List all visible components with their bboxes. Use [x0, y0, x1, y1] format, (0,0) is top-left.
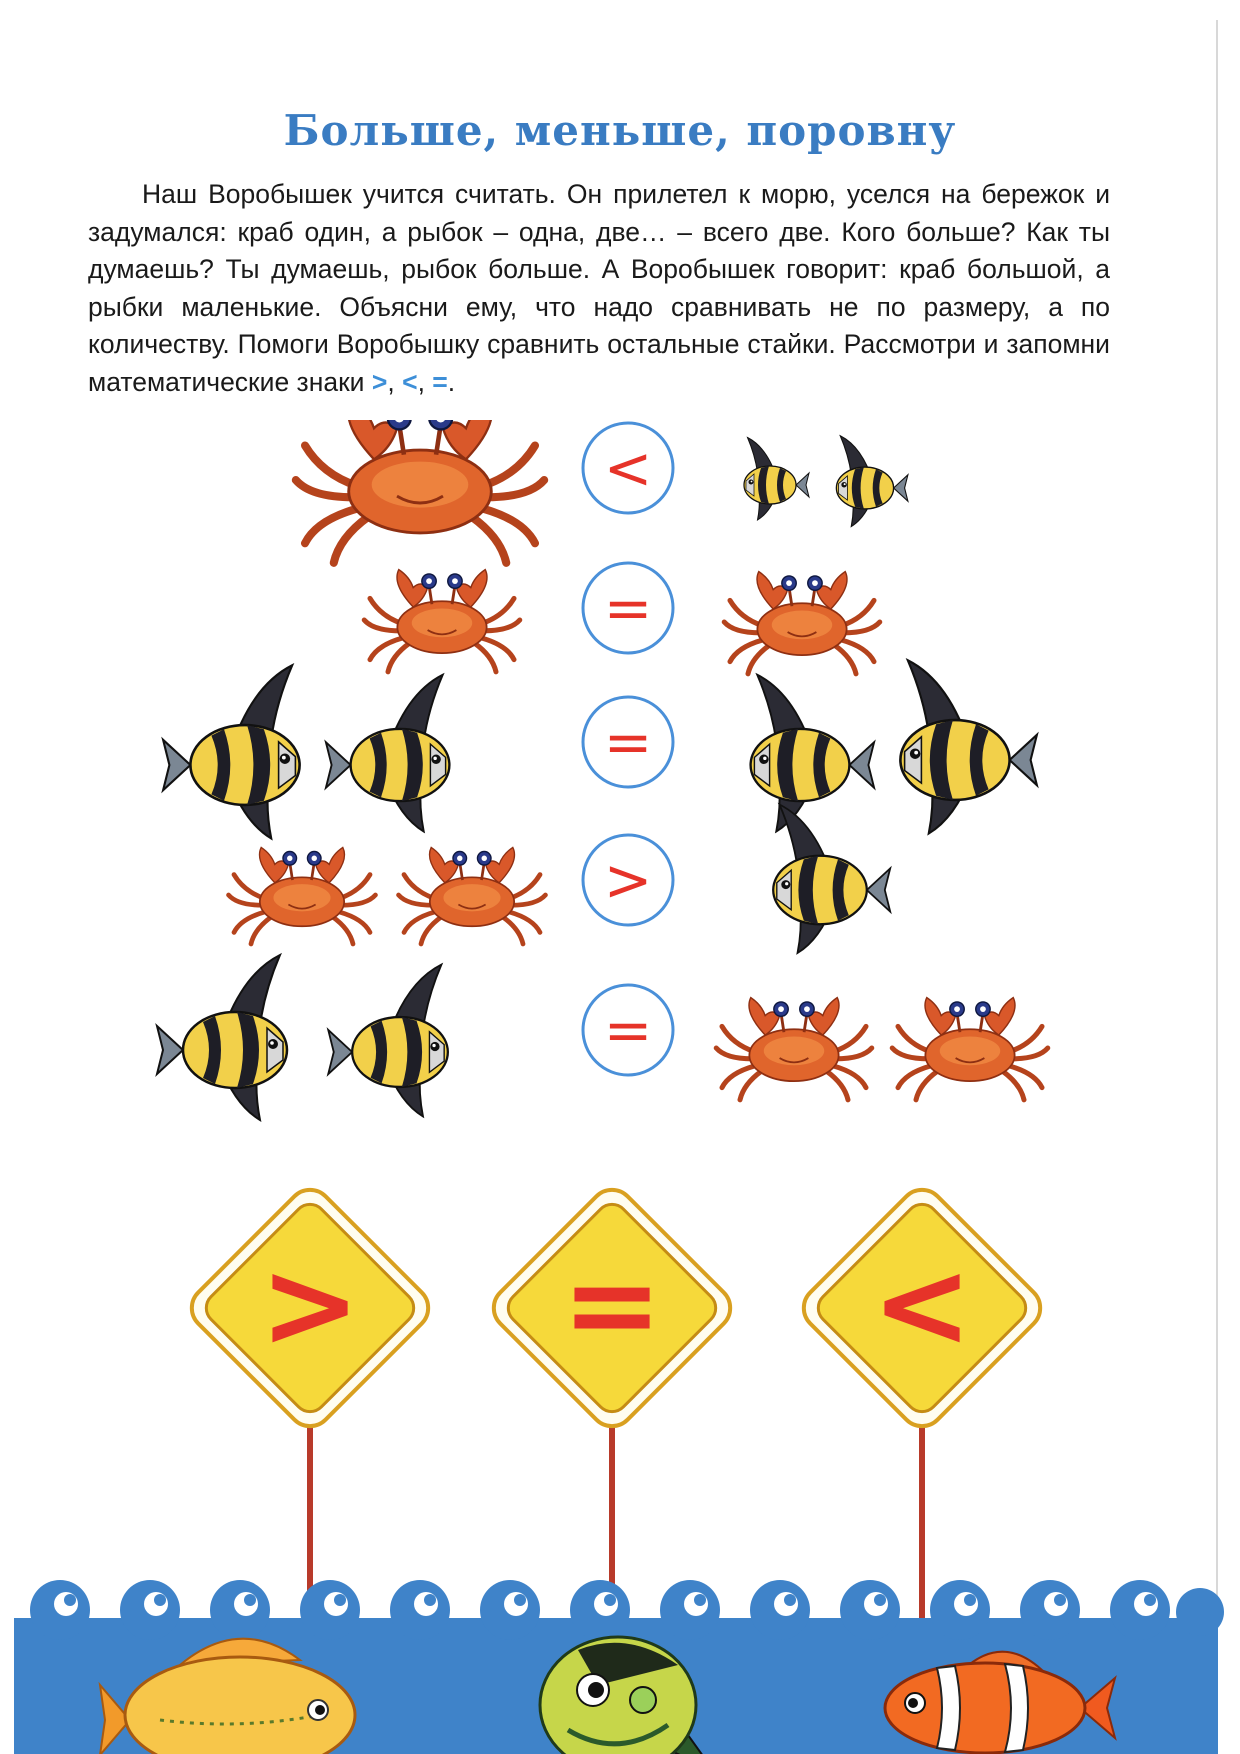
crab-icon — [364, 570, 520, 672]
story-paragraph — [88, 176, 1110, 401]
comparison-scene — [0, 420, 1240, 1754]
crab-icon — [229, 847, 376, 944]
symbol-separator: , — [387, 366, 403, 397]
crab-icon — [716, 998, 872, 1100]
crab-icon — [892, 998, 1048, 1100]
angelfish-icon — [328, 965, 448, 1117]
angelfish-icon — [744, 438, 809, 521]
symbol-less: < — [402, 366, 418, 397]
comparison-circle — [583, 985, 673, 1075]
comparison-sign: = — [603, 996, 653, 1064]
crab-icon — [724, 572, 880, 674]
comparison-circle — [583, 423, 673, 513]
comparison-sign: < — [603, 434, 653, 502]
angelfish-icon — [773, 805, 890, 954]
angelfish-icon — [751, 675, 875, 832]
angelfish-icon — [157, 955, 287, 1120]
angelfish-icon — [163, 665, 300, 838]
road-sign-symbol: < — [871, 1236, 973, 1375]
story-text: Наш Воробышек учится считать. Он прилетел к морю, уселся на бережок и задумался: краб один, а рыбок – одна, две… – всего две. Кого больше? Как ты думаешь? Ты думаешь, рыбок больше. А Воробышек говорит: краб большой, а рыбки маленькие. Объясни ему, что надо сравнивать не по размеру, а по количеству. Помоги Воробышку сравнить остальные стайки. Рассмотри и запомни математические знаки — [88, 179, 1110, 397]
road-sign-symbol: = — [561, 1236, 663, 1375]
symbol-greater: > — [371, 366, 388, 397]
crab-icon — [399, 847, 546, 944]
road-sign — [795, 1181, 1050, 1658]
comparison-circles — [583, 423, 673, 1075]
angelfish-icon — [836, 436, 908, 527]
angelfish-icon — [326, 675, 450, 832]
angelfish-icon — [900, 660, 1037, 833]
comparison-sign: = — [603, 574, 653, 642]
road-sign — [183, 1181, 438, 1658]
comparison-sign: > — [603, 846, 653, 914]
symbol-separator: , — [417, 366, 433, 397]
road-sign-symbol: > — [259, 1236, 361, 1375]
comparison-sign: = — [603, 708, 653, 776]
comparison-circle — [583, 697, 673, 787]
crab-icon — [296, 420, 544, 563]
symbol-equal: = — [432, 366, 448, 397]
comparison-circle — [583, 563, 673, 653]
comparison-circle — [583, 835, 673, 925]
page-title: Больше, меньше, поровну — [283, 106, 957, 155]
story-end: . — [447, 366, 456, 397]
